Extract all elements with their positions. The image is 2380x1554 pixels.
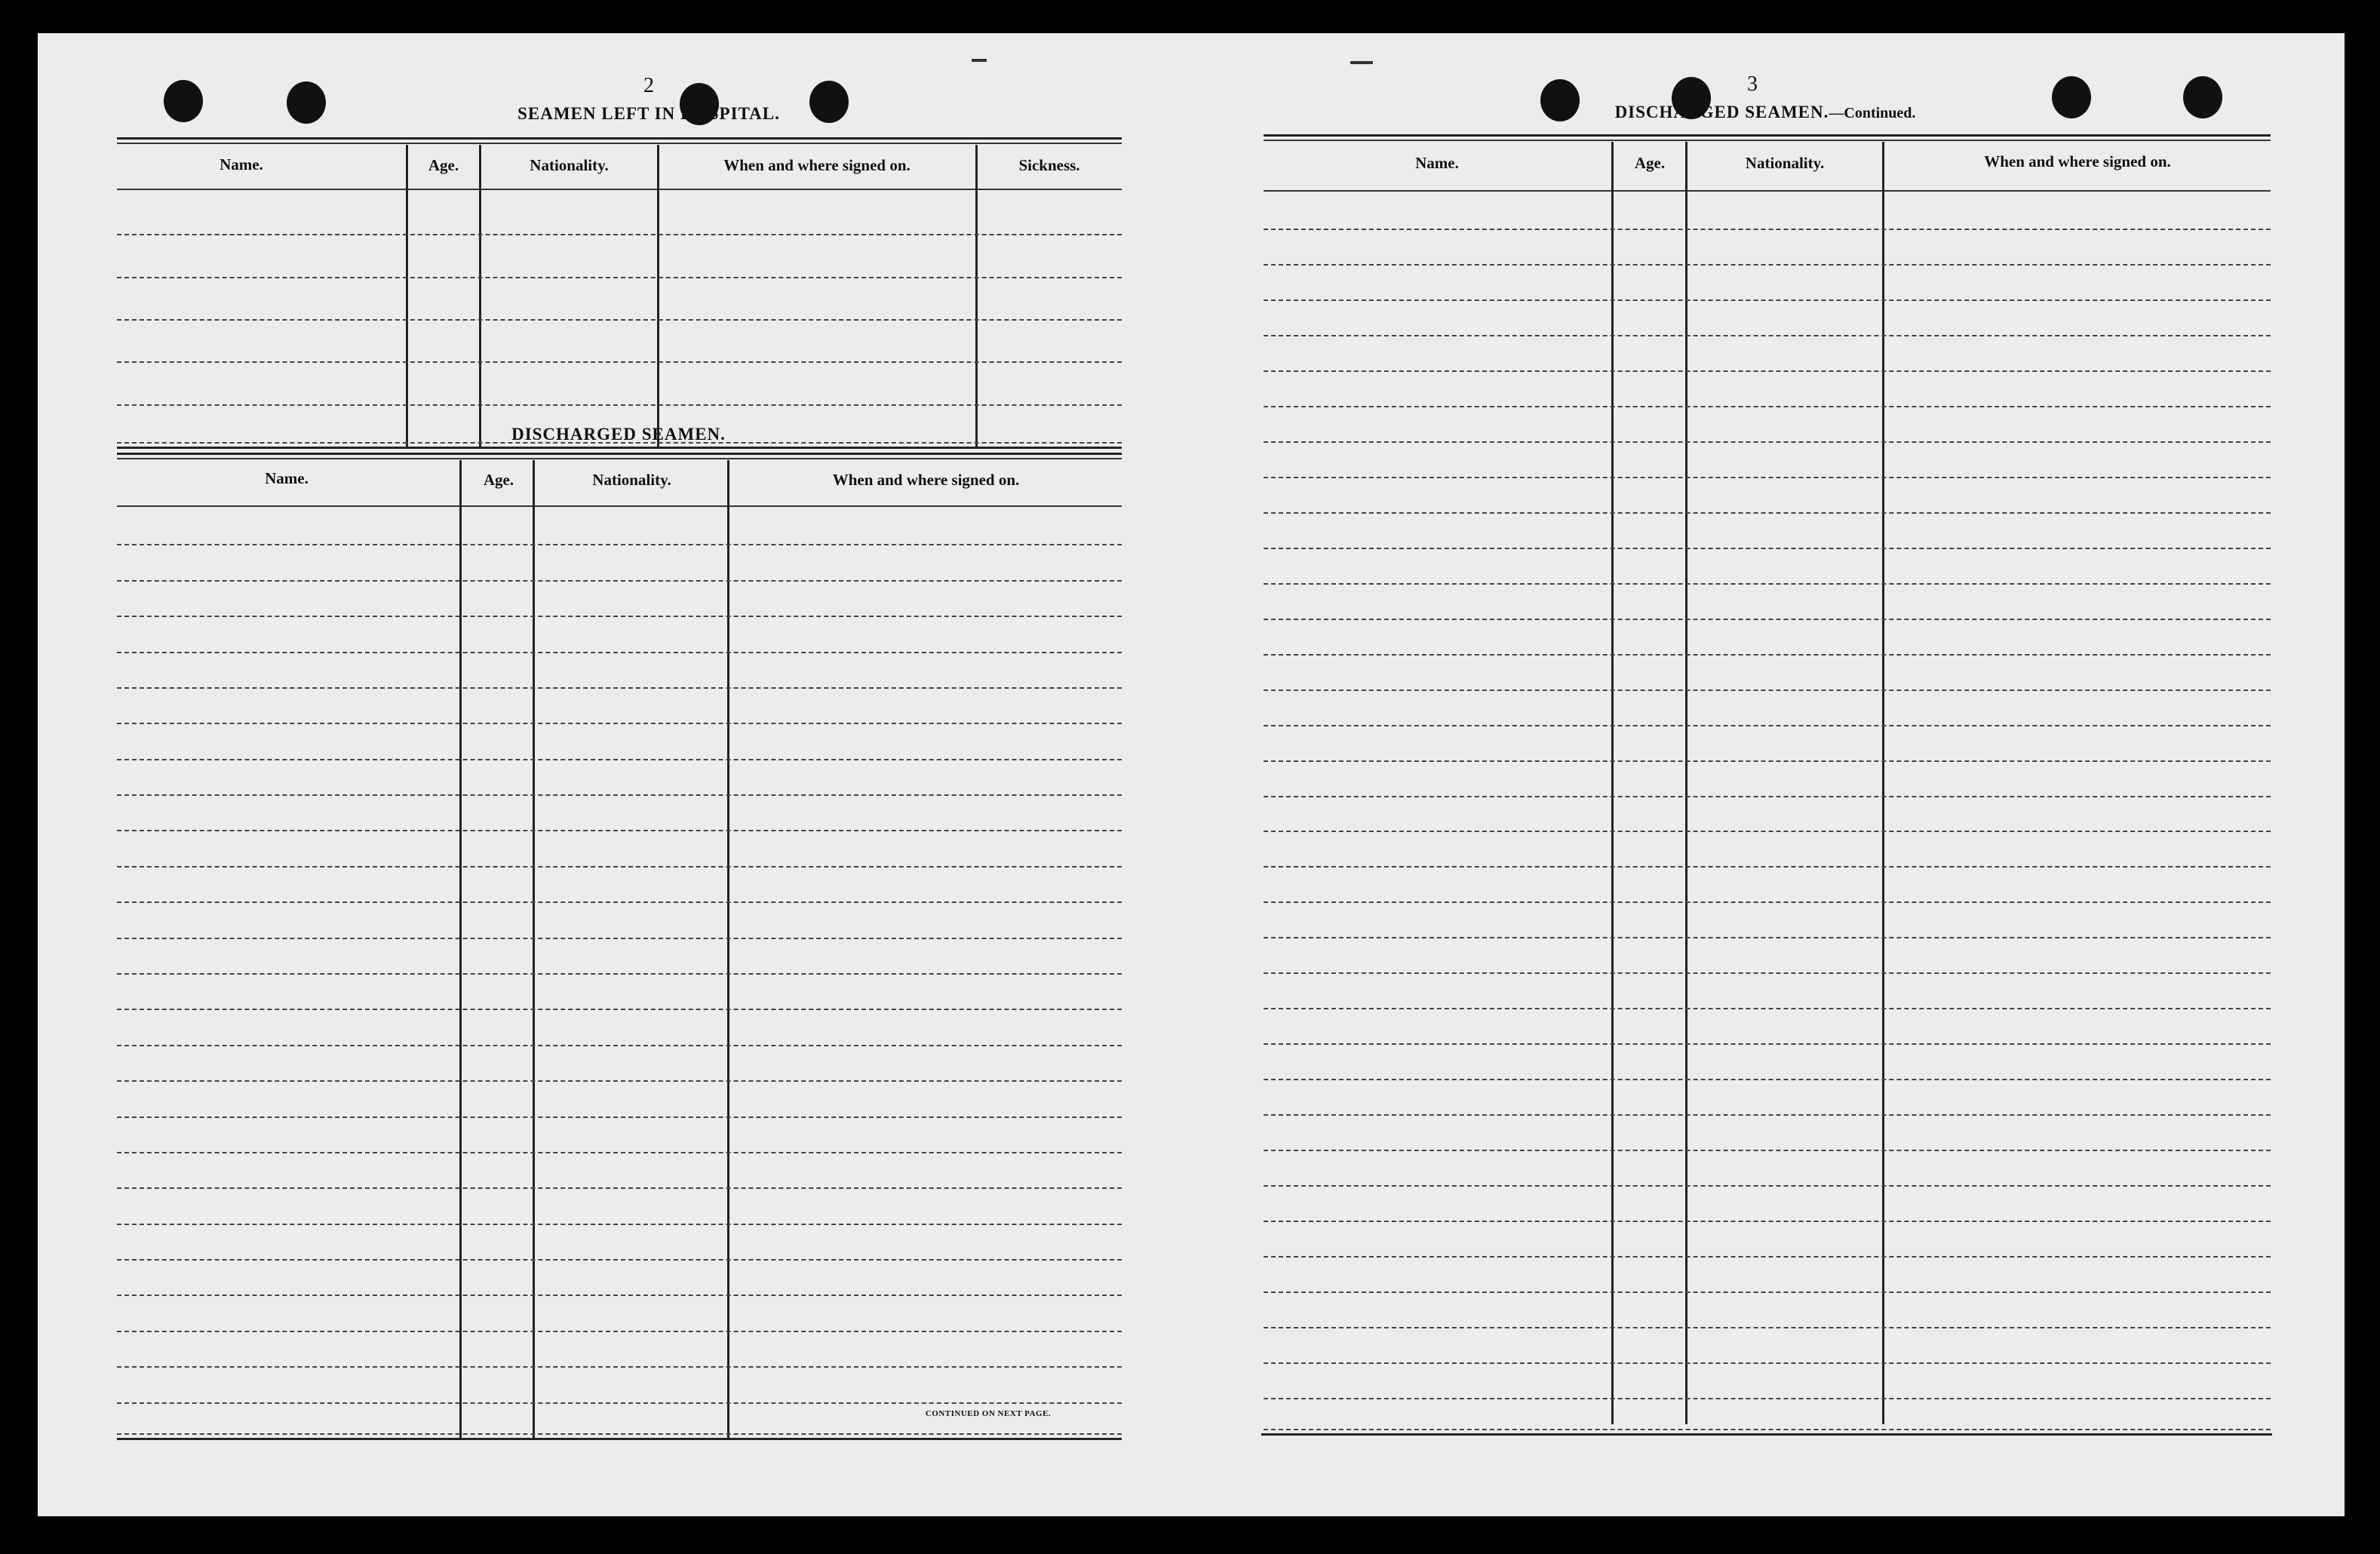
hospital-section-title: SEAMEN LEFT IN HOSPITAL.: [517, 104, 780, 123]
ruled-row-line: [117, 759, 1122, 760]
ruled-row-line: [1264, 1362, 2271, 1364]
hospital-table-bottom-rule: [117, 447, 1122, 449]
punch-hole: [287, 81, 326, 124]
ruled-row-line: [117, 830, 1122, 831]
ruled-row-line: [1264, 937, 2271, 938]
ruled-row-line: [1264, 1114, 2271, 1116]
ruled-row-line: [117, 616, 1122, 617]
hospital-col-nationality: Nationality.: [530, 156, 609, 174]
ruled-row-line: [1264, 1291, 2271, 1293]
ruled-row-line: [1264, 1043, 2271, 1045]
ruled-row-line: [117, 1259, 1122, 1261]
ruled-row-line: [117, 687, 1122, 689]
hospital-col-name: Name.: [220, 155, 263, 174]
ruled-row-line: [1264, 1398, 2271, 1399]
ruled-row-line: [117, 1045, 1122, 1046]
ruled-row-line: [1264, 477, 2271, 478]
ruled-row-line: [117, 1224, 1122, 1225]
ruled-row-line: [117, 901, 1122, 903]
right-title-continued: —Continued.: [1829, 105, 1916, 121]
ruled-row-line: [1264, 1221, 2271, 1222]
hospital-col-signed-on: When and where signed on.: [723, 156, 911, 174]
ruled-row-line: [1264, 1256, 2271, 1258]
hospital-col-age: Age.: [428, 156, 459, 174]
ruled-row-line: [1264, 512, 2271, 514]
ruled-row-line: [117, 404, 1122, 406]
continued-footer: CONTINUED ON NEXT PAGE.: [925, 1409, 1052, 1418]
right-col-nationality: Nationality.: [1745, 154, 1825, 172]
ruled-row-line: [1264, 370, 2271, 372]
punch-hole: [164, 80, 203, 122]
discharged-section-title: DISCHARGED SEAMEN.: [511, 425, 726, 444]
ruled-row-line: [1264, 1008, 2271, 1009]
right-header-rule: [1264, 190, 2271, 192]
ruled-row-line: [117, 277, 1122, 278]
right-table-top-rule: [1264, 134, 2271, 137]
hospital-header-rule: [117, 189, 1122, 190]
ruled-row-line: [1264, 689, 2271, 691]
right-section-title: [1524, 103, 2007, 122]
ruled-row-line: [117, 319, 1122, 321]
ruled-row-line: [1264, 972, 2271, 974]
ruled-row-line: [1264, 264, 2271, 266]
ruled-row-line: [117, 1116, 1122, 1118]
ruled-row-line: [1264, 1327, 2271, 1328]
ruled-row-line: [117, 1080, 1122, 1082]
hospital-col-sickness: Sickness.: [1018, 156, 1080, 174]
ruled-row-line: [117, 1366, 1122, 1368]
right-col-signed-on: When and where signed on.: [1984, 152, 2171, 170]
ruled-row-line: [1264, 441, 2271, 443]
ruled-row-line: [1264, 760, 2271, 762]
ruled-row-line: [117, 723, 1122, 724]
ruled-row-line: [1264, 335, 2271, 336]
discharged-col-nationality: Nationality.: [592, 471, 671, 489]
discharged-table-top-rule: [117, 453, 1122, 455]
ruled-row-line: [1264, 299, 2271, 301]
ruled-row-line: [1264, 619, 2271, 620]
ruled-row-line: [117, 794, 1122, 796]
ruled-row-line: [117, 1294, 1122, 1296]
page-number-left: 2: [643, 74, 654, 97]
punch-hole: [2183, 76, 2222, 118]
ruled-row-line: [117, 1433, 1122, 1435]
ruled-row-line: [1264, 866, 2271, 868]
ruled-row-line: [1264, 229, 2271, 230]
discharged-header-rule: [117, 505, 1122, 507]
ruled-row-line: [117, 866, 1122, 868]
ruled-row-line: [1264, 548, 2271, 549]
ruled-row-line: [117, 1331, 1122, 1332]
ruled-row-line: [117, 580, 1122, 582]
right-col-name: Name.: [1415, 154, 1459, 172]
ruled-row-line: [1264, 1429, 2271, 1430]
ruled-row-line: [117, 1009, 1122, 1010]
ruled-row-line: [117, 361, 1122, 363]
speck: [972, 59, 987, 62]
ruled-row-line: [1264, 831, 2271, 832]
speck: [1350, 61, 1373, 64]
right-title-main: DISCHARGED SEAMEN.: [1614, 103, 1829, 121]
right-col-age: Age.: [1634, 154, 1666, 172]
ruled-row-line: [1264, 901, 2271, 903]
ruled-row-line: [117, 938, 1122, 939]
ruled-row-line: [1264, 406, 2271, 407]
ruled-row-line: [1264, 583, 2271, 585]
ruled-row-line: [117, 973, 1122, 975]
ruled-row-line: [1264, 1150, 2271, 1151]
ruled-row-line: [1264, 725, 2271, 726]
ruled-row-line: [1264, 654, 2271, 656]
right-table-bottom-rule: [1261, 1433, 2272, 1436]
ruled-row-line: [117, 544, 1122, 545]
discharged-col-age: Age.: [483, 471, 514, 489]
discharged-table-bottom-rule: [117, 1438, 1122, 1440]
ruled-row-line: [1264, 1185, 2271, 1187]
discharged-col-signed-on: When and where signed on.: [832, 471, 1020, 489]
document-sheet: [38, 33, 2345, 1516]
punch-hole: [2052, 76, 2091, 118]
ruled-row-line: [117, 234, 1122, 235]
page-number-right: 3: [1747, 72, 1758, 96]
ruled-row-line: [117, 1187, 1122, 1189]
ruled-row-line: [1264, 1079, 2271, 1080]
ruled-row-line: [117, 1152, 1122, 1153]
ruled-row-line: [117, 652, 1122, 653]
ruled-row-line: [117, 1402, 1122, 1404]
hospital-table-top-rule: [117, 137, 1122, 140]
discharged-col-name: Name.: [265, 469, 309, 487]
ruled-row-line: [1264, 796, 2271, 797]
